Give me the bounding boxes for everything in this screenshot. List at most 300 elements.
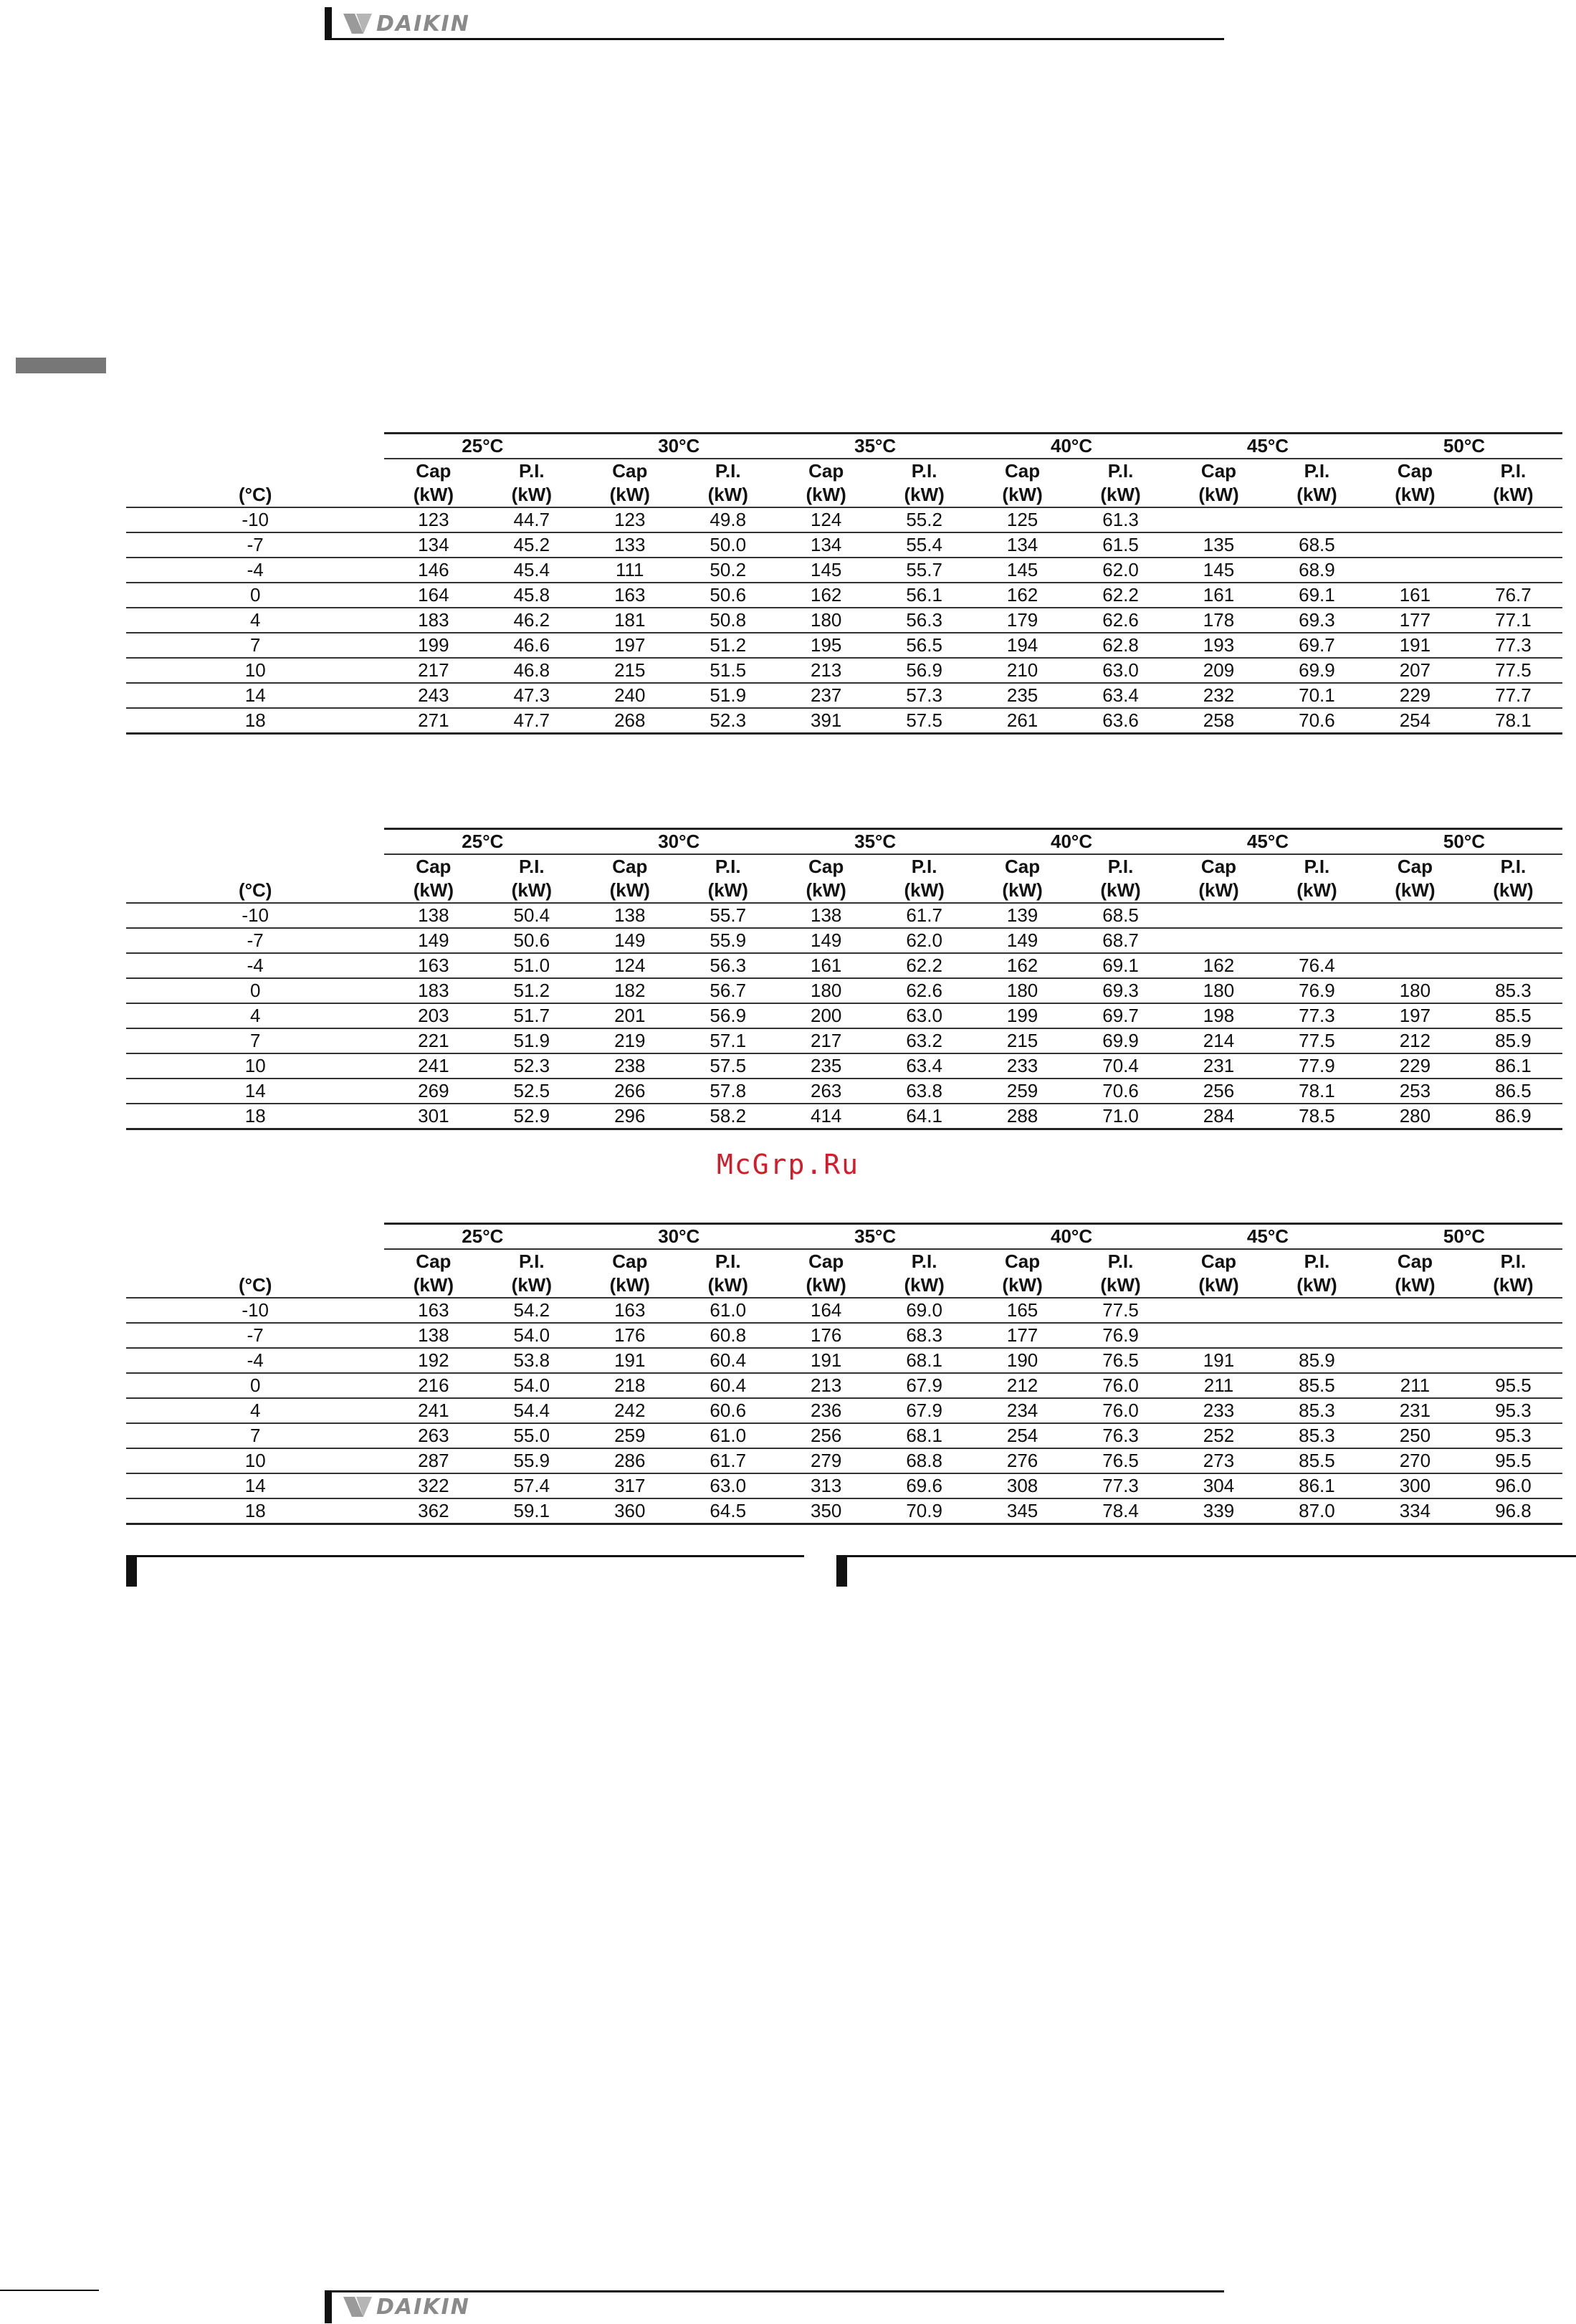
pi-header: P.I.	[1500, 460, 1527, 482]
table-cell: 216	[384, 1373, 482, 1398]
table-cell: 212	[1366, 1028, 1464, 1053]
table-cell: 69.1	[1071, 953, 1170, 978]
table-cell: 219	[581, 1028, 679, 1053]
row-temp-cell: -7	[126, 928, 384, 953]
table-cell: 215	[581, 658, 679, 683]
table-cell: 162	[777, 583, 875, 608]
table-cell: 195	[777, 633, 875, 658]
table-cell: 207	[1366, 658, 1464, 683]
table-cell: 70.1	[1268, 683, 1366, 708]
table-cell: 56.9	[679, 1003, 777, 1028]
row-temp-cell: -4	[126, 1348, 384, 1373]
table-cell: 55.7	[875, 558, 973, 583]
table-cell: 55.7	[679, 903, 777, 928]
table-cell: 212	[973, 1373, 1071, 1398]
section-marker-bar	[836, 1555, 847, 1587]
table-cell: 414	[777, 1104, 875, 1129]
table-cell: 56.1	[875, 583, 973, 608]
table-cell: 197	[1366, 1003, 1464, 1028]
table-cell: 76.3	[1071, 1423, 1170, 1448]
pi-header: P.I.	[1500, 1251, 1527, 1272]
table-cell: 85.9	[1464, 1028, 1562, 1053]
table-cell: 221	[384, 1028, 482, 1053]
section-marker-bar	[126, 1555, 137, 1587]
unit-header: (kW)	[1071, 483, 1170, 507]
table-cell: 57.4	[482, 1473, 581, 1498]
table-cell: 134	[777, 532, 875, 558]
unit-header: (kW)	[777, 879, 875, 903]
table-cell: 63.6	[1071, 708, 1170, 734]
row-temp-cell: 10	[126, 1053, 384, 1079]
table-cell: 261	[973, 708, 1071, 734]
table-cell: 253	[1366, 1079, 1464, 1104]
unit-header: (kW)	[384, 1273, 482, 1298]
table-cell: 250	[1366, 1423, 1464, 1448]
table-cell: 69.1	[1268, 583, 1366, 608]
table-cell: 62.2	[1071, 583, 1170, 608]
table-cell: 60.4	[679, 1348, 777, 1373]
table-cell: 62.8	[1071, 633, 1170, 658]
table-row	[126, 1079, 1562, 1104]
table-cell: 85.5	[1268, 1448, 1366, 1473]
table-cell: 145	[973, 558, 1071, 583]
pi-header: P.I.	[911, 460, 937, 482]
table-cell: 134	[973, 532, 1071, 558]
table-cell: 45.2	[482, 532, 581, 558]
table-cell: 242	[581, 1398, 679, 1423]
header-blank	[126, 459, 384, 483]
table-cell: 211	[1366, 1373, 1464, 1398]
temp-header: 35°C	[777, 1224, 973, 1250]
table-cell: 95.3	[1464, 1423, 1562, 1448]
temp-header: 30°C	[581, 1224, 777, 1250]
table-cell: 163	[581, 583, 679, 608]
table-cell: 45.4	[482, 558, 581, 583]
cap-header: Cap	[808, 460, 844, 482]
unit-header: (kW)	[1366, 1273, 1464, 1298]
unit-header: (kW)	[482, 483, 581, 507]
table-cell: 77.9	[1268, 1053, 1366, 1079]
table-cell: 229	[1366, 683, 1464, 708]
table-cell: 52.3	[482, 1053, 581, 1079]
table-cell: 182	[581, 978, 679, 1003]
table-cell: 276	[973, 1448, 1071, 1473]
unit-header: (kW)	[1170, 879, 1268, 903]
table-cell: 254	[1366, 708, 1464, 734]
pi-header: P.I.	[518, 856, 545, 877]
table-cell: 60.4	[679, 1373, 777, 1398]
row-temp-cell: 14	[126, 683, 384, 708]
unit-header: (kW)	[1268, 1273, 1366, 1298]
unit-header: (kW)	[1366, 879, 1464, 903]
table-cell: 234	[973, 1398, 1071, 1423]
table-cell: 68.1	[875, 1348, 973, 1373]
table-cell	[1464, 1298, 1562, 1323]
table-cell: 51.0	[482, 953, 581, 978]
row-temp-cell: 18	[126, 1498, 384, 1524]
cap-header: Cap	[416, 1251, 452, 1272]
table-cell: 256	[777, 1423, 875, 1448]
section-rule	[847, 1555, 1576, 1557]
temp-header: 35°C	[777, 434, 973, 459]
row-temp-cell: -10	[126, 903, 384, 928]
table-cell: 56.5	[875, 633, 973, 658]
brand-name: DAIKIN	[376, 11, 470, 37]
temp-header: 30°C	[581, 829, 777, 855]
table-cell: 193	[1170, 633, 1268, 658]
table-cell: 145	[777, 558, 875, 583]
table-row	[126, 683, 1562, 708]
daikin-logo-icon	[342, 2294, 373, 2320]
table-cell	[1366, 1348, 1464, 1373]
table-cell: 197	[581, 633, 679, 658]
table-cell: 313	[777, 1473, 875, 1498]
unit-header: (kW)	[679, 483, 777, 507]
pi-header: P.I.	[715, 460, 741, 482]
table-cell: 61.5	[1071, 532, 1170, 558]
table-cell: 45.8	[482, 583, 581, 608]
table-cell: 124	[777, 507, 875, 532]
table-row	[126, 903, 1562, 928]
temp-header: 45°C	[1170, 1224, 1366, 1250]
unit-header: (kW)	[973, 879, 1071, 903]
table-cell: 180	[1170, 978, 1268, 1003]
table-cell: 62.6	[875, 978, 973, 1003]
unit-header: (kW)	[973, 1273, 1071, 1298]
table-cell: 229	[1366, 1053, 1464, 1079]
table-cell: 69.3	[1268, 608, 1366, 633]
table-cell: 49.8	[679, 507, 777, 532]
table-cell: 286	[581, 1448, 679, 1473]
performance-table-1	[126, 432, 1562, 735]
table-cell: 231	[1170, 1053, 1268, 1079]
temp-header: 25°C	[384, 829, 581, 855]
table-cell: 68.7	[1071, 928, 1170, 953]
table-cell: 199	[973, 1003, 1071, 1028]
table-cell: 162	[1170, 953, 1268, 978]
table-cell: 78.4	[1071, 1498, 1170, 1524]
table-cell: 52.3	[679, 708, 777, 734]
table-cell: 59.1	[482, 1498, 581, 1524]
table-cell: 76.9	[1071, 1323, 1170, 1348]
cap-header: Cap	[1005, 460, 1041, 482]
table-cell: 236	[777, 1398, 875, 1423]
table-cell: 64.1	[875, 1104, 973, 1129]
unit-header: (kW)	[1464, 483, 1562, 507]
table-cell: 61.7	[679, 1448, 777, 1473]
table-cell: 57.1	[679, 1028, 777, 1053]
table-cell: 47.3	[482, 683, 581, 708]
table-row	[126, 1448, 1562, 1473]
table-cell: 85.3	[1268, 1423, 1366, 1448]
table-row	[126, 1398, 1562, 1423]
table-cell: 70.4	[1071, 1053, 1170, 1079]
cap-header: Cap	[1005, 856, 1041, 877]
temp-header: 25°C	[384, 434, 581, 459]
table-cell: 123	[384, 507, 482, 532]
table-row	[126, 978, 1562, 1003]
table-cell: 149	[581, 928, 679, 953]
table-cell: 296	[581, 1104, 679, 1129]
table-cell: 77.5	[1464, 658, 1562, 683]
table-cell	[1366, 507, 1464, 532]
table-cell	[1366, 1323, 1464, 1348]
table-cell: 138	[581, 903, 679, 928]
measure-header-row	[126, 459, 1562, 483]
table-cell: 177	[973, 1323, 1071, 1348]
table-cell: 178	[1170, 608, 1268, 633]
table-cell: 237	[777, 683, 875, 708]
row-temp-cell: 10	[126, 658, 384, 683]
cap-header: Cap	[808, 856, 844, 877]
cap-header: Cap	[808, 1251, 844, 1272]
temp-header: 45°C	[1170, 829, 1366, 855]
temp-header: 30°C	[581, 434, 777, 459]
table-cell: 55.9	[679, 928, 777, 953]
table-cell: 69.0	[875, 1298, 973, 1323]
table-cell	[1464, 558, 1562, 583]
temp-header: 40°C	[973, 1224, 1170, 1250]
unit-header: (kW)	[679, 879, 777, 903]
unit-header: (kW)	[1170, 1273, 1268, 1298]
table-cell: 69.9	[1268, 658, 1366, 683]
table-row	[126, 1028, 1562, 1053]
table-cell: 280	[1366, 1104, 1464, 1129]
table-cell	[1268, 903, 1366, 928]
table-cell: 61.7	[875, 903, 973, 928]
row-temp-cell: -10	[126, 1298, 384, 1323]
table-cell: 68.8	[875, 1448, 973, 1473]
table-cell: 288	[973, 1104, 1071, 1129]
unit-header: (kW)	[875, 483, 973, 507]
unit-header: (kW)	[973, 483, 1071, 507]
table-cell: 56.3	[679, 953, 777, 978]
table-row	[126, 1053, 1562, 1079]
measure-header-row	[126, 854, 1562, 879]
row-temp-cell: -4	[126, 953, 384, 978]
table-cell: 62.2	[875, 953, 973, 978]
table-cell: 76.0	[1071, 1373, 1170, 1398]
table-cell: 85.3	[1268, 1398, 1366, 1423]
row-temp-cell: -10	[126, 507, 384, 532]
table-cell: 69.7	[1071, 1003, 1170, 1028]
table-cell: 233	[973, 1053, 1071, 1079]
table-cell: 54.4	[482, 1398, 581, 1423]
table-cell: 138	[777, 903, 875, 928]
table-row	[126, 953, 1562, 978]
table-cell: 69.7	[1268, 633, 1366, 658]
pi-header: P.I.	[715, 1251, 741, 1272]
table-cell: 69.3	[1071, 978, 1170, 1003]
temp-header: 25°C	[384, 1224, 581, 1250]
table-cell: 241	[384, 1053, 482, 1079]
table-cell: 61.3	[1071, 507, 1170, 532]
table-cell: 192	[384, 1348, 482, 1373]
table-cell: 191	[1366, 633, 1464, 658]
table-cell: 46.6	[482, 633, 581, 658]
section-marker-right	[836, 1555, 1576, 1587]
cap-header: Cap	[416, 460, 452, 482]
table-cell: 56.3	[875, 608, 973, 633]
header-corner	[126, 1224, 384, 1250]
table-cell: 57.5	[679, 1053, 777, 1079]
pi-header: P.I.	[1107, 856, 1134, 877]
table-row	[126, 928, 1562, 953]
pi-header: P.I.	[1304, 1251, 1330, 1272]
table-cell: 51.5	[679, 658, 777, 683]
table-cell	[1464, 903, 1562, 928]
table-cell: 63.2	[875, 1028, 973, 1053]
row-temp-cell: 4	[126, 1003, 384, 1028]
unit-header: (kW)	[1268, 483, 1366, 507]
pi-header: P.I.	[911, 1251, 937, 1272]
table-cell: 63.0	[875, 1003, 973, 1028]
table-cell: 63.8	[875, 1079, 973, 1104]
table-cell: 279	[777, 1448, 875, 1473]
table-cell: 60.6	[679, 1398, 777, 1423]
table-cell: 259	[581, 1423, 679, 1448]
temp-header: 35°C	[777, 829, 973, 855]
table-cell: 162	[973, 583, 1071, 608]
table-cell: 270	[1366, 1448, 1464, 1473]
table-cell: 46.2	[482, 608, 581, 633]
row-temp-cell: 4	[126, 608, 384, 633]
table-cell: 149	[973, 928, 1071, 953]
table-cell: 76.4	[1268, 953, 1366, 978]
table-cell: 200	[777, 1003, 875, 1028]
table-row	[126, 532, 1562, 558]
row-temp-cell: 0	[126, 978, 384, 1003]
table-cell: 240	[581, 683, 679, 708]
table-cell: 183	[384, 978, 482, 1003]
unit-header: (kW)	[1366, 483, 1464, 507]
table-cell: 51.7	[482, 1003, 581, 1028]
header-bar	[325, 7, 332, 40]
table-cell: 51.9	[482, 1028, 581, 1053]
table-cell	[1464, 507, 1562, 532]
table-cell: 180	[777, 608, 875, 633]
page-header	[325, 7, 1224, 40]
table-cell: 68.5	[1268, 532, 1366, 558]
row-temp-cell: 7	[126, 1423, 384, 1448]
table-cell: 149	[384, 928, 482, 953]
table-cell: 259	[973, 1079, 1071, 1104]
cap-header: Cap	[612, 856, 648, 877]
header-corner	[126, 829, 384, 855]
table-cell: 164	[384, 583, 482, 608]
table-row	[126, 507, 1562, 532]
table-cell: 180	[777, 978, 875, 1003]
table-cell: 57.5	[875, 708, 973, 734]
table-cell	[1464, 928, 1562, 953]
table-cell: 77.3	[1268, 1003, 1366, 1028]
table-cell: 85.9	[1268, 1348, 1366, 1373]
table-cell: 46.8	[482, 658, 581, 683]
table-cell: 86.1	[1464, 1053, 1562, 1079]
temp-header-row	[126, 829, 1562, 855]
pi-header: P.I.	[1304, 460, 1330, 482]
table-cell: 54.2	[482, 1298, 581, 1323]
table-cell: 176	[581, 1323, 679, 1348]
row-temp-cell: -4	[126, 558, 384, 583]
table-cell: 268	[581, 708, 679, 734]
table-cell	[1464, 1323, 1562, 1348]
table-cell: 78.1	[1268, 1079, 1366, 1104]
footer-bar	[325, 2290, 332, 2323]
unit-header: (kW)	[1071, 1273, 1170, 1298]
table-cell: 70.9	[875, 1498, 973, 1524]
table-row	[126, 633, 1562, 658]
table-cell: 203	[384, 1003, 482, 1028]
pi-header: P.I.	[1500, 856, 1527, 877]
table-cell: 50.6	[482, 928, 581, 953]
table-cell: 55.0	[482, 1423, 581, 1448]
pi-header: P.I.	[911, 856, 937, 877]
table-cell: 70.6	[1268, 708, 1366, 734]
table-cell: 52.9	[482, 1104, 581, 1129]
table-cell: 63.0	[1071, 658, 1170, 683]
table-cell: 199	[384, 633, 482, 658]
table-cell: 213	[777, 658, 875, 683]
table-cell: 69.6	[875, 1473, 973, 1498]
temp-header: 45°C	[1170, 434, 1366, 459]
unit-header: (kW)	[1268, 879, 1366, 903]
row-temp-cell: 10	[126, 1448, 384, 1473]
row-unit-header: (°C)	[126, 1273, 384, 1298]
unit-header: (kW)	[1071, 879, 1170, 903]
table-cell: 54.0	[482, 1323, 581, 1348]
unit-header: (kW)	[777, 483, 875, 507]
row-temp-cell: 18	[126, 1104, 384, 1129]
table-cell: 133	[581, 532, 679, 558]
table-cell: 164	[777, 1298, 875, 1323]
table-cell: 135	[1170, 532, 1268, 558]
table-cell: 138	[384, 903, 482, 928]
row-temp-cell: 7	[126, 1028, 384, 1053]
table-cell: 55.9	[482, 1448, 581, 1473]
table-cell: 68.5	[1071, 903, 1170, 928]
table-cell: 183	[384, 608, 482, 633]
cap-header: Cap	[1397, 460, 1433, 482]
row-temp-cell: -7	[126, 532, 384, 558]
table-cell: 85.3	[1464, 978, 1562, 1003]
temp-header-row	[126, 1224, 1562, 1250]
table-cell: 235	[777, 1053, 875, 1079]
table-cell: 77.5	[1071, 1298, 1170, 1323]
table-cell: 238	[581, 1053, 679, 1079]
unit-header: (kW)	[581, 879, 679, 903]
table-row	[126, 558, 1562, 583]
table-row	[126, 658, 1562, 683]
unit-header: (kW)	[384, 483, 482, 507]
table-cell: 62.0	[875, 928, 973, 953]
table-cell: 308	[973, 1473, 1071, 1498]
table-cell	[1464, 1348, 1562, 1373]
unit-header-row	[126, 483, 1562, 507]
unit-header: (kW)	[777, 1273, 875, 1298]
table-cell: 161	[1366, 583, 1464, 608]
table-cell: 179	[973, 608, 1071, 633]
table-cell: 67.9	[875, 1373, 973, 1398]
table-row	[126, 1003, 1562, 1028]
cap-header: Cap	[1200, 1251, 1237, 1272]
temp-header: 50°C	[1366, 829, 1562, 855]
side-tab-marker	[16, 358, 106, 373]
table-cell: 214	[1170, 1028, 1268, 1053]
table-cell: 44.7	[482, 507, 581, 532]
table-cell: 86.1	[1268, 1473, 1366, 1498]
table-cell: 217	[384, 658, 482, 683]
